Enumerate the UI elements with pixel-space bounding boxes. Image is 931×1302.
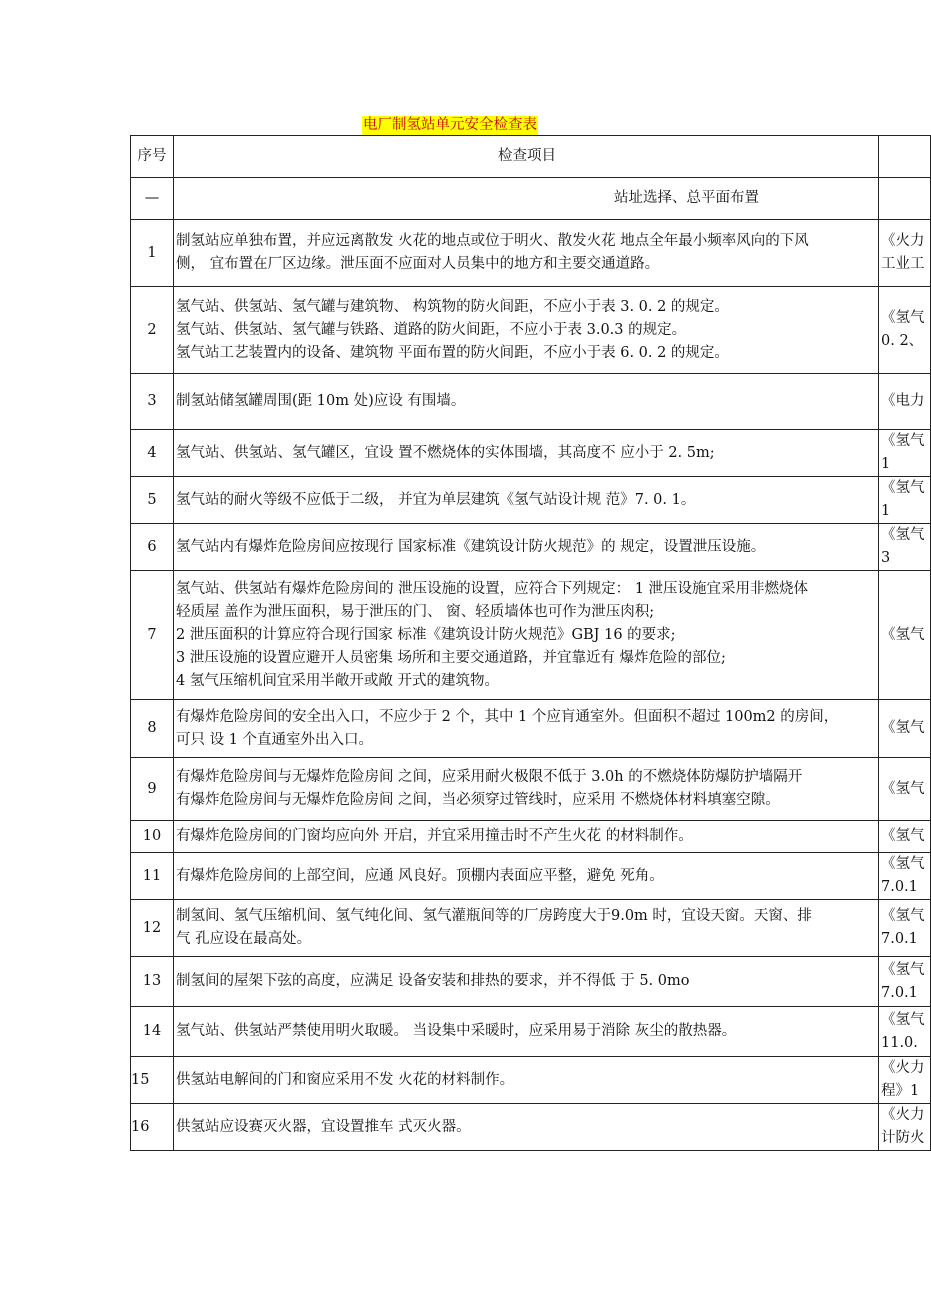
table-row	[131, 430, 931, 477]
row-reference	[879, 957, 931, 1007]
item-line: 氢气站、供氢站严禁使用明火取暖。 当设集中采暖时，应采用易于消除 灰尘的散热器。	[176, 1023, 737, 1039]
item-line: 4 氢气压缩机间宜采用半敞开或敞 开式的建筑物。	[176, 672, 499, 689]
reference-line: 《氢气	[881, 720, 925, 736]
reference-line: 《氢气	[881, 433, 925, 449]
row-number: 16	[131, 1104, 174, 1151]
reference-line: 《氢气	[881, 961, 925, 978]
item-line: 供氢站电解间的门和窗应采用不发 火花的材料制作。	[176, 1071, 515, 1088]
reference-line: 程》1	[881, 1083, 920, 1099]
reference-line: 3	[881, 550, 891, 566]
item-line: 氢气站工艺装置内的设备、建筑物 平面布置的防火间距，不应小于表 6. 0. 2 的规定。	[176, 344, 729, 361]
reference-line: 《氢气	[881, 527, 925, 543]
reference-line: 《电力	[881, 393, 925, 409]
header-reference	[879, 136, 931, 178]
row-reference	[879, 477, 931, 524]
inspection-table	[130, 135, 931, 1151]
table-row	[131, 1057, 931, 1104]
row-item	[174, 758, 879, 821]
row-item	[174, 957, 879, 1007]
item-line: 氢气站、供氢站、氢气罐区，宜设 置不燃烧体的实体围墙，其高度不 应小于 2. 5m;	[176, 444, 715, 461]
item-line: 3 泄压设施的设置应避开人员密集 场所和主要交通道路，并宜靠近有 爆炸危险的部位;	[176, 649, 726, 666]
reference-line: 工业工	[881, 256, 925, 272]
item-line: 2 泄压面积的计算应符合现行国家 标准《建筑设计防火规范》GBJ 16 的要求;	[176, 626, 676, 643]
item-line: 侧， 宜布置在厂区边缘。泄压面不应面对人员集中的地方和主要交通道路。	[176, 256, 660, 272]
item-line: 有爆炸危险房间的上部空间，应通 风良好。顶棚内表面应平整，避免 死角。	[176, 867, 664, 884]
reference-line: 7.0.1	[881, 879, 918, 895]
reference-line: 《氢气	[881, 856, 925, 872]
reference-line: 《火力	[881, 1060, 925, 1076]
table-row	[131, 821, 931, 853]
row-number: 2	[131, 287, 174, 374]
row-number: 15	[131, 1057, 174, 1104]
item-line: 氢气站的耐火等级不应低于二级， 并宜为单层建筑《氢气站设计规 范》7. 0. 1。	[176, 491, 696, 508]
table-row	[131, 524, 931, 571]
row-number: 7	[131, 571, 174, 700]
row-reference	[879, 430, 931, 477]
reference-line: 0. 2、	[881, 333, 924, 349]
section-title: 站址选择、总平面布置	[174, 178, 879, 220]
header-no: 序号	[131, 136, 174, 178]
item-line: 有爆炸危险房间的门窗均应向外 开启，并宜采用撞击时不产生火花 的材料制作。	[176, 828, 693, 844]
reference-line: 《氢气	[881, 828, 925, 844]
table-row	[131, 957, 931, 1007]
section-no: —	[131, 178, 174, 220]
row-number: 10	[131, 821, 174, 853]
row-item	[174, 900, 879, 957]
item-line: 制氢间、氢气压缩机间、氢气纯化间、氢气灌瓶间等的厂房跨度大于9.0m 时，宜设天窗。天窗、排	[176, 908, 812, 924]
row-reference	[879, 821, 931, 853]
row-item	[174, 571, 879, 700]
reference-line: 《氢气	[881, 480, 925, 496]
row-number: 8	[131, 700, 174, 758]
reference-line: 1	[881, 503, 891, 519]
table-row	[131, 1007, 931, 1057]
row-item	[174, 477, 879, 524]
item-line: 有爆炸危险房间与无爆炸危险房间 之间，当必须穿过管线时，应采用 不燃烧体材料填塞空隙。	[176, 792, 780, 808]
table-row	[131, 1104, 931, 1151]
item-line: 供氢站应设赛灭火器，宜设置推车 式灭火器。	[176, 1118, 471, 1135]
header-item: 检查项目	[174, 136, 879, 178]
table-row	[131, 287, 931, 374]
reference-line: 7.0.1	[881, 984, 918, 1001]
row-number: 4	[131, 430, 174, 477]
item-line: 氢气站、供氢站有爆炸危险房间的 泄压设施的设置，应符合下列规定： 1 泄压设施宜采用非燃烧体	[176, 580, 809, 597]
table-row	[131, 571, 931, 700]
row-reference	[879, 374, 931, 430]
row-item	[174, 700, 879, 758]
row-number: 11	[131, 853, 174, 900]
reference-line: 《氢气	[881, 626, 925, 643]
row-number: 6	[131, 524, 174, 571]
row-number: 14	[131, 1007, 174, 1057]
reference-line: 《氢气	[881, 1011, 925, 1028]
row-number: 1	[131, 220, 174, 287]
section-reference	[879, 178, 931, 220]
row-reference	[879, 700, 931, 758]
page-title: 电厂制氢站单元安全检查表	[363, 117, 537, 133]
table-header-row	[131, 136, 931, 178]
reference-line: 计防火	[881, 1130, 925, 1146]
item-line: 氢气站、供氢站、氢气罐与铁路、道路的防火间距，不应小于表 3.0.3 的规定。	[176, 321, 687, 338]
row-reference	[879, 287, 931, 374]
row-reference	[879, 1007, 931, 1057]
row-item	[174, 1007, 879, 1057]
item-line: 轻质屋 盖作为泄压面积，易于泄压的门、 窗、轻质墙体也可作为泄压肉积;	[176, 603, 655, 620]
reference-line: 《氢气	[881, 908, 925, 924]
row-item	[174, 287, 879, 374]
row-reference	[879, 1057, 931, 1104]
table-row	[131, 900, 931, 957]
item-line: 制氢间的屋架下弦的高度，应满足 设备安装和排热的要求，并不得低 于 5. 0mo	[176, 973, 690, 989]
table-row	[131, 374, 931, 430]
row-item	[174, 1057, 879, 1104]
table-row	[131, 700, 931, 758]
row-reference	[879, 900, 931, 957]
row-reference	[879, 1104, 931, 1151]
row-reference	[879, 220, 931, 287]
row-reference	[879, 853, 931, 900]
row-number: 5	[131, 477, 174, 524]
item-line: 气 孔应设在最高处。	[176, 931, 312, 947]
row-number: 3	[131, 374, 174, 430]
row-item	[174, 430, 879, 477]
row-number: 12	[131, 900, 174, 957]
item-line: 制氢站储氢罐周围(距 10m 处)应设 有围墙。	[176, 393, 466, 409]
item-line: 氢气站内有爆炸危险房间应按现行 国家标准《建筑设计防火规范》的 规定，设置泄压设施。	[176, 538, 766, 555]
reference-line: 7.0.1	[881, 931, 918, 947]
item-line: 氢气站、供氢站、氢气罐与建筑物、 构筑物的防火间距，不应小于表 3. 0. 2 的规定。	[176, 298, 729, 315]
row-item	[174, 853, 879, 900]
reference-line: 《火力	[881, 1107, 925, 1123]
row-item	[174, 1104, 879, 1151]
reference-line: 1	[881, 456, 891, 472]
section-row	[131, 178, 931, 220]
row-item	[174, 374, 879, 430]
row-item	[174, 220, 879, 287]
item-line: 有爆炸危险房间与无爆炸危险房间 之间，应采用耐火极限不低于 3.0h 的不燃烧体防爆防护墙隔开	[176, 769, 803, 785]
reference-line: 《氢气	[881, 310, 925, 326]
table-row	[131, 477, 931, 524]
row-number: 9	[131, 758, 174, 821]
reference-line: 11.0.	[881, 1034, 918, 1051]
item-line: 制氢站应单独布置，并应远离散发 火花的地点或位于明火、散发火花 地点全年最小频率风向的下风	[176, 233, 809, 249]
table-row	[131, 220, 931, 287]
reference-line: 《氢气	[881, 780, 925, 797]
row-item	[174, 821, 879, 853]
reference-line: 《火力	[881, 233, 925, 249]
row-number: 13	[131, 957, 174, 1007]
row-reference	[879, 524, 931, 571]
table-row	[131, 853, 931, 900]
table-row	[131, 758, 931, 821]
item-line: 可只 设 1 个直通室外出入口。	[176, 731, 374, 748]
item-line: 有爆炸危险房间的安全出入口，不应少于 2 个，其中 1 个应肓通室外。但面积不超过 100m2 的房间，	[176, 708, 839, 725]
row-reference	[879, 758, 931, 821]
row-reference	[879, 571, 931, 700]
row-item	[174, 524, 879, 571]
